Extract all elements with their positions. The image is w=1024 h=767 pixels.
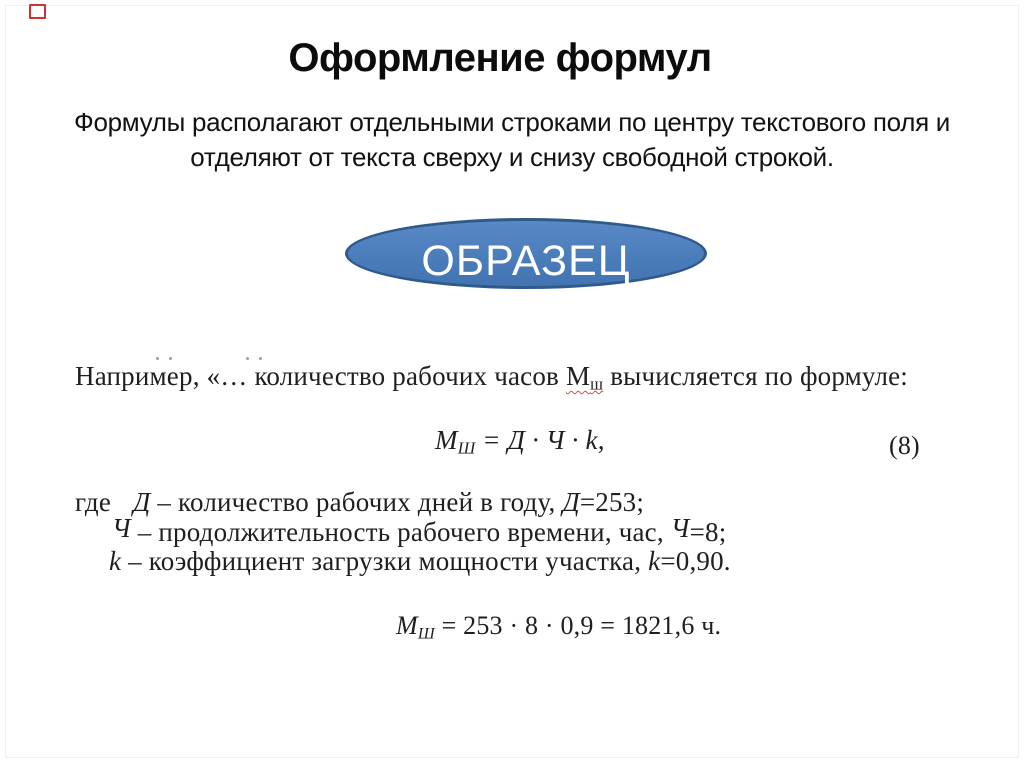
where-2-lead: Ч xyxy=(112,513,131,543)
slide-title: Оформление формул xyxy=(288,36,712,80)
result-var: М xyxy=(396,611,418,640)
sample-badge-ellipse xyxy=(345,218,707,289)
where-3-lead: k xyxy=(109,546,122,576)
where-3-tail: =0,90. xyxy=(660,546,731,576)
sentence-after: вычисляется по формуле: xyxy=(603,361,909,391)
result-body: = 253 · 8 · 0,9 = 1821,6 ч. xyxy=(434,611,722,640)
intro-line-2: отделяют от текста сверху и снизу свободной строкой. xyxy=(190,142,834,172)
where-3-var: k xyxy=(648,546,661,576)
where-line-1 xyxy=(75,487,644,518)
sample-badge-label: ОБРАЗЕЦ xyxy=(421,237,631,285)
intro-paragraph xyxy=(2,105,1022,175)
where-2-var: Ч xyxy=(670,513,690,543)
corner-red-mark xyxy=(29,4,46,19)
formula-number: (8) xyxy=(889,431,920,460)
where-1-text: – количество рабочих дней в году, xyxy=(150,487,563,517)
result-formula xyxy=(396,611,721,644)
subscript: ш xyxy=(590,374,604,394)
formula-body: = Д · Ч · k, xyxy=(475,425,605,455)
where-line-2 xyxy=(112,513,727,548)
where-1-lead: Д xyxy=(133,487,151,517)
where-2-tail: =8; xyxy=(689,517,727,547)
where-1-var: Д xyxy=(562,487,580,517)
formula-var: М xyxy=(435,425,458,455)
where-2-text: – продолжительность рабочего времени, час, xyxy=(130,517,671,547)
where-3-text: – коэффициент загрузки мощности участка, xyxy=(121,546,649,576)
scan-artifact-dot xyxy=(169,357,172,360)
result-subscript: Ш xyxy=(417,625,435,643)
example-formula xyxy=(435,425,605,459)
scan-artifact-dot xyxy=(156,357,159,360)
formula-subscript: Ш xyxy=(457,438,476,458)
scan-artifact-dot xyxy=(259,357,262,360)
variable-m-sub-sh: $М_ш$ xyxy=(565,361,604,394)
sentence-before: Например, «… количество рабочих часов xyxy=(75,361,566,391)
where-1-tail: =253; xyxy=(579,487,645,517)
example-sentence xyxy=(75,361,908,395)
where-line-3 xyxy=(109,546,731,577)
where-label: где xyxy=(75,487,112,517)
scan-artifact-dot xyxy=(246,357,249,360)
intro-line-1: Формулы располагают отдельными строками по центру текстового поля и xyxy=(74,107,950,137)
